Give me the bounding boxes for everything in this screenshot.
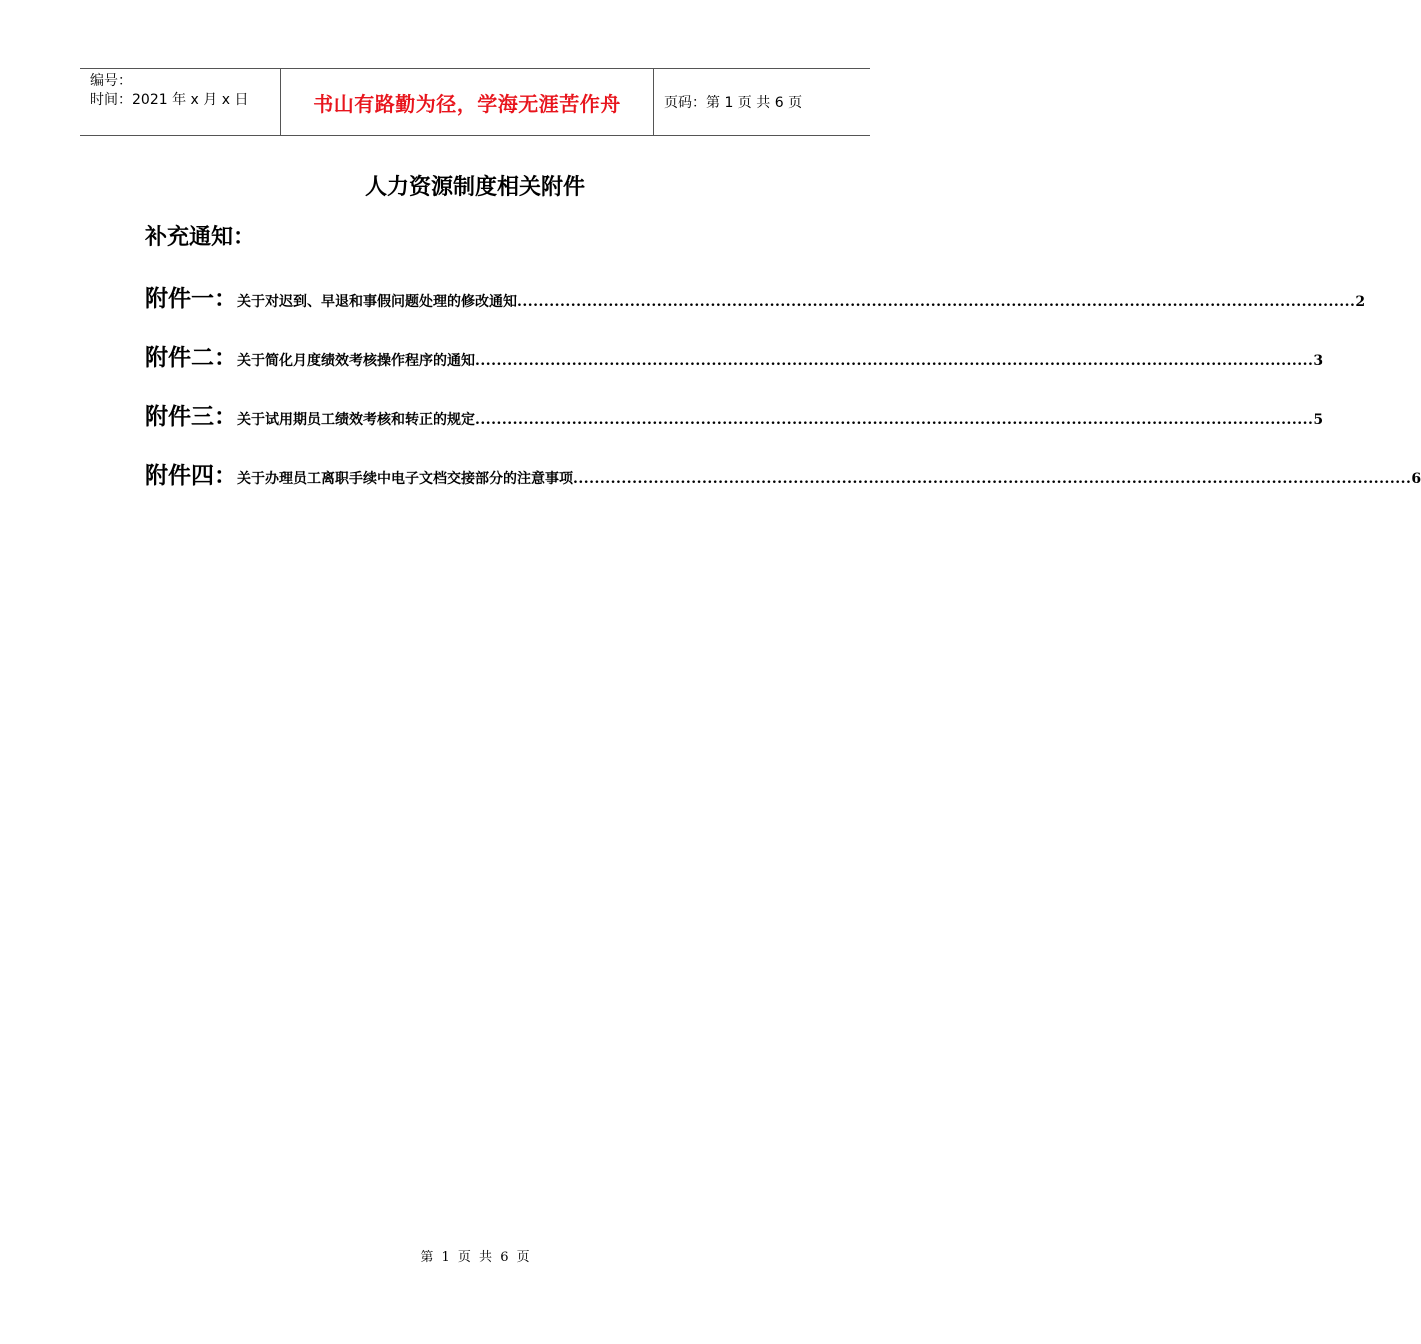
toc-entry[interactable] [145, 398, 1324, 431]
number-label: 编号： [90, 73, 132, 89]
toc-entry[interactable] [145, 280, 1366, 313]
toc-entry[interactable] [145, 339, 1324, 372]
toc-entry-text: 关于对迟到、早退和事假问题处理的修改通知 [237, 294, 517, 310]
toc-entry-page: 3 [1313, 353, 1324, 369]
toc-entry-text: 关于办理员工离职手续中电子文档交接部分的注意事项 [237, 471, 573, 487]
toc-leader-dots: ............................................................................................................................................................ [517, 294, 1356, 310]
toc-entry-prefix: 附件一： [145, 285, 237, 312]
toc-entry-page: 2 [1355, 294, 1366, 310]
toc-leader-dots: ............................................................................................................................................................ [573, 471, 1412, 487]
toc-entry-prefix: 附件三： [145, 403, 237, 430]
toc-leader-dots: ............................................................................................................................................................ [475, 412, 1314, 428]
toc-entry[interactable] [145, 457, 1421, 490]
notice-heading: 补充通知： [145, 224, 256, 250]
toc-entry-prefix: 附件二： [145, 344, 237, 371]
toc-leader-dots: ............................................................................................................................................................ [475, 353, 1314, 369]
toc-entry-text: 关于试用期员工绩效考核和转正的规定 [237, 412, 475, 428]
toc-entry-prefix: 附件四： [145, 462, 237, 489]
toc-entry-text: 关于简化月度绩效考核操作程序的通知 [237, 353, 475, 369]
page-info: 页码：第 1 页 共 6 页 [664, 95, 803, 111]
motto: 书山有路勤为径，学海无涯苦作舟 [281, 69, 654, 135]
toc-entry-page: 6 [1411, 471, 1421, 487]
header-meta-cell [80, 69, 281, 135]
document-title: 人力资源制度相关附件 [364, 174, 585, 200]
page-footer: 第 1 页 共 6 页 [420, 1250, 530, 1265]
toc-entry-page: 5 [1313, 412, 1324, 428]
header-table [80, 68, 870, 136]
time-label: 时间：2021 年 x 月 x 日 [90, 92, 249, 108]
